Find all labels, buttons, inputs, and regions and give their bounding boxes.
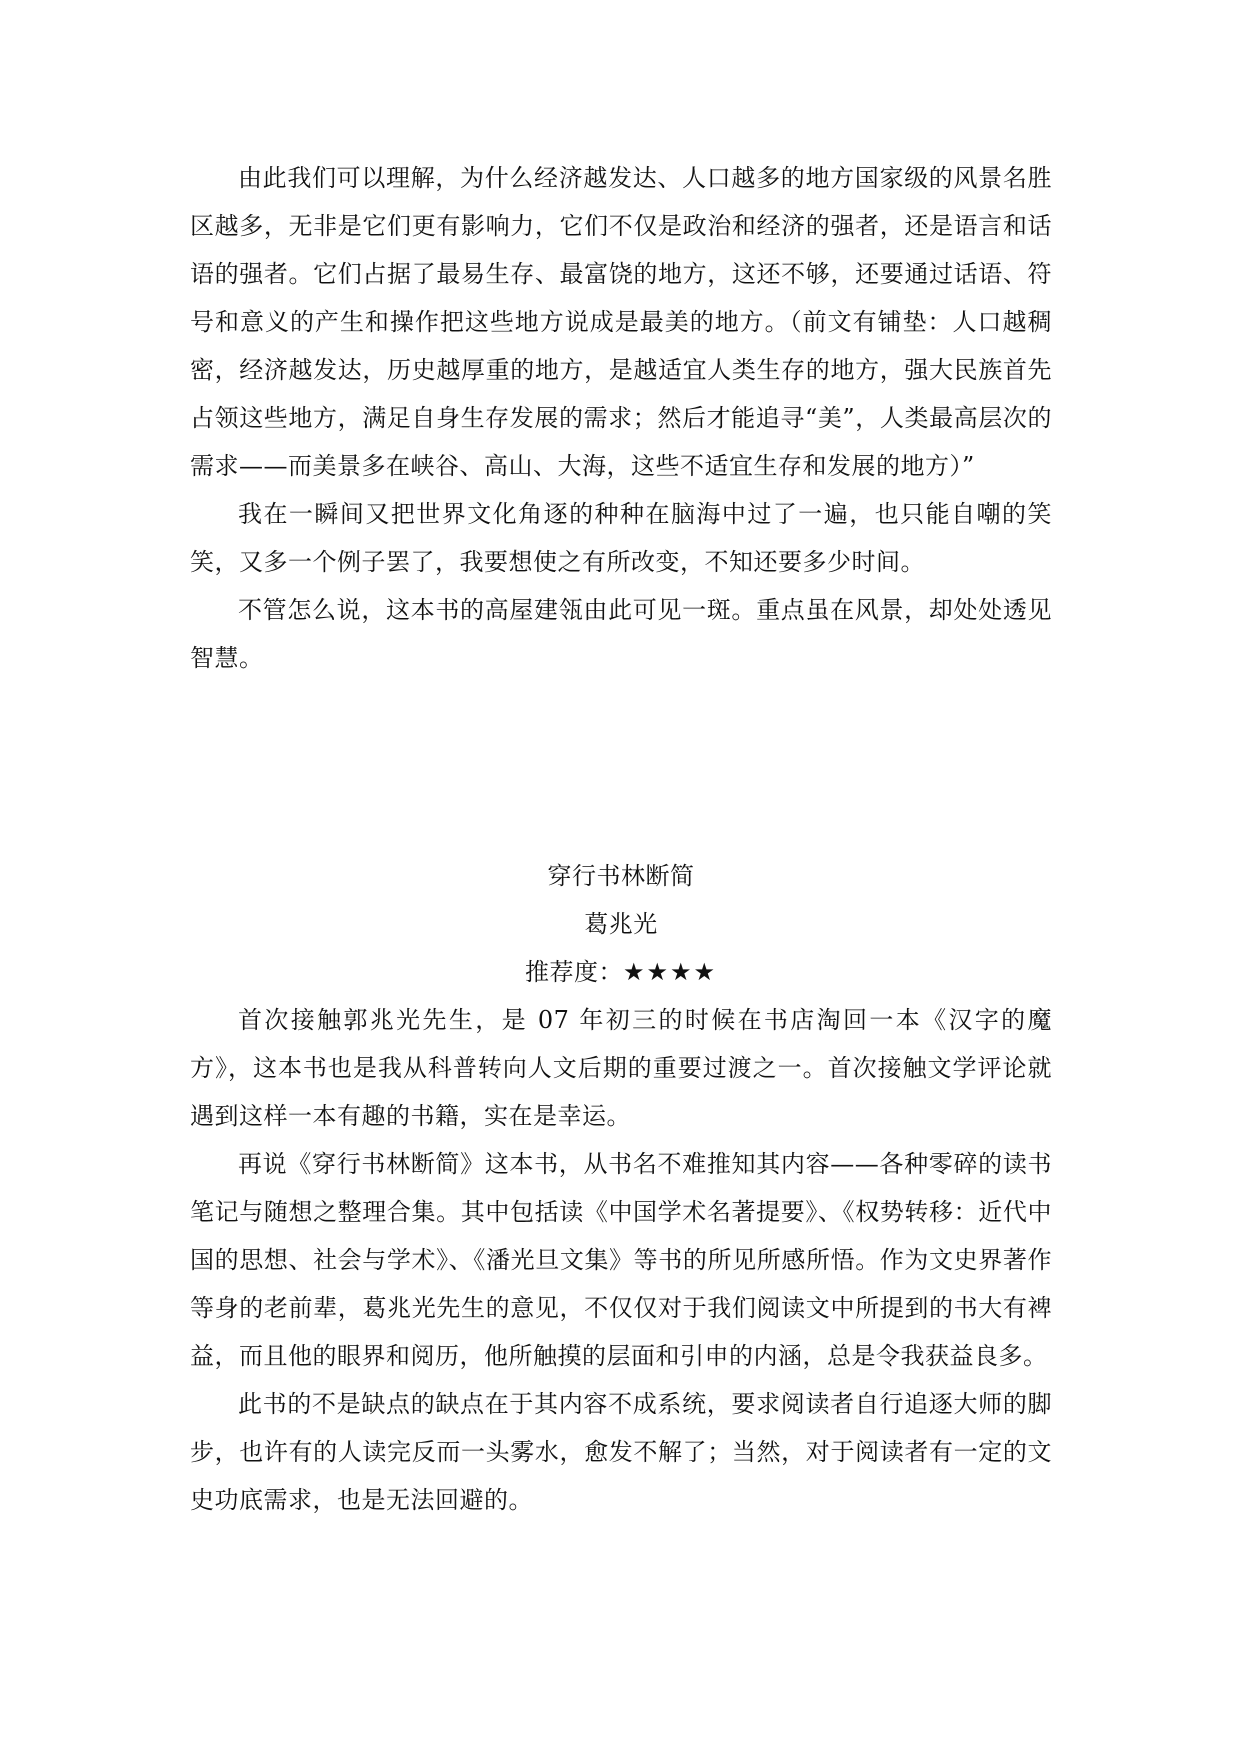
rating-label: 推荐度：	[524, 958, 623, 986]
book-review-body	[190, 996, 1052, 1524]
book-title: 穿行书林断简	[547, 862, 695, 890]
star-rating-icon: ★★★★	[622, 958, 718, 986]
paragraph: 此书的不是缺点的缺点在于其内容不成系统，要求阅读者自行追逐大师的脚步，也许有的人读完反而一头雾水，愈发不解了；当然，对于阅读者有一定的文史功底需求，也是无法回避的。	[190, 1390, 1052, 1514]
paragraph: 由此我们可以理解，为什么经济越发达、人口越多的地方国家级的风景名胜区越多，无非是它们更有影响力，它们不仅是政治和经济的强者，还是语言和话语的强者。它们占据了最易生存、最富饶的地方，这还不够，还要通过话语、符号和意义的产生和操作把这些地方说成是最美的地方。（前文有铺垫：人口越稠密，经济越发达，历史越厚重的地方，是越适宜人类生存的地方，强大民族首先占领这些地方，满足自身生存发展的需求；然后才能追寻“美”，人类最高层次的需求——而美景多在峡谷、高山、大海，这些不适宜生存和发展的地方）”	[190, 164, 1052, 480]
book-author: 葛兆光	[584, 910, 658, 938]
paragraph: 我在一瞬间又把世界文化角逐的种种在脑海中过了一遍，也只能自嘲的笑笑，又多一个例子罢了，我要想使之有所改变，不知还要多少时间。	[190, 500, 1052, 576]
paragraph: 首次接触郭兆光先生，是 07 年初三的时候在书店淘回一本《汉字的魔方》，这本书也是我从科普转向人文后期的重要过渡之一。首次接触文学评论就遇到这样一本有趣的书籍，实在是幸运。	[190, 1006, 1052, 1130]
book-review-header	[190, 852, 1052, 996]
recommendation-rating	[190, 948, 1052, 996]
section-one-body	[190, 154, 1052, 682]
paragraph: 再说《穿行书林断简》这本书，从书名不难推知其内容——各种零碎的读书笔记与随想之整理合集。其中包括读《中国学术名著提要》、《权势转移：近代中国的思想、社会与学术》、《潘光旦文集》等书的所见所感所悟。作为文史界著作等身的老前辈，葛兆光先生的意见，不仅仅对于我们阅读文中所提到的书大有裨益，而且他的眼界和阅历，他所触摸的层面和引申的内涵，总是令我获益良多。	[190, 1150, 1052, 1370]
paragraph: 不管怎么说，这本书的高屋建瓴由此可见一斑。重点虽在风景，却处处透见智慧。	[190, 596, 1052, 672]
